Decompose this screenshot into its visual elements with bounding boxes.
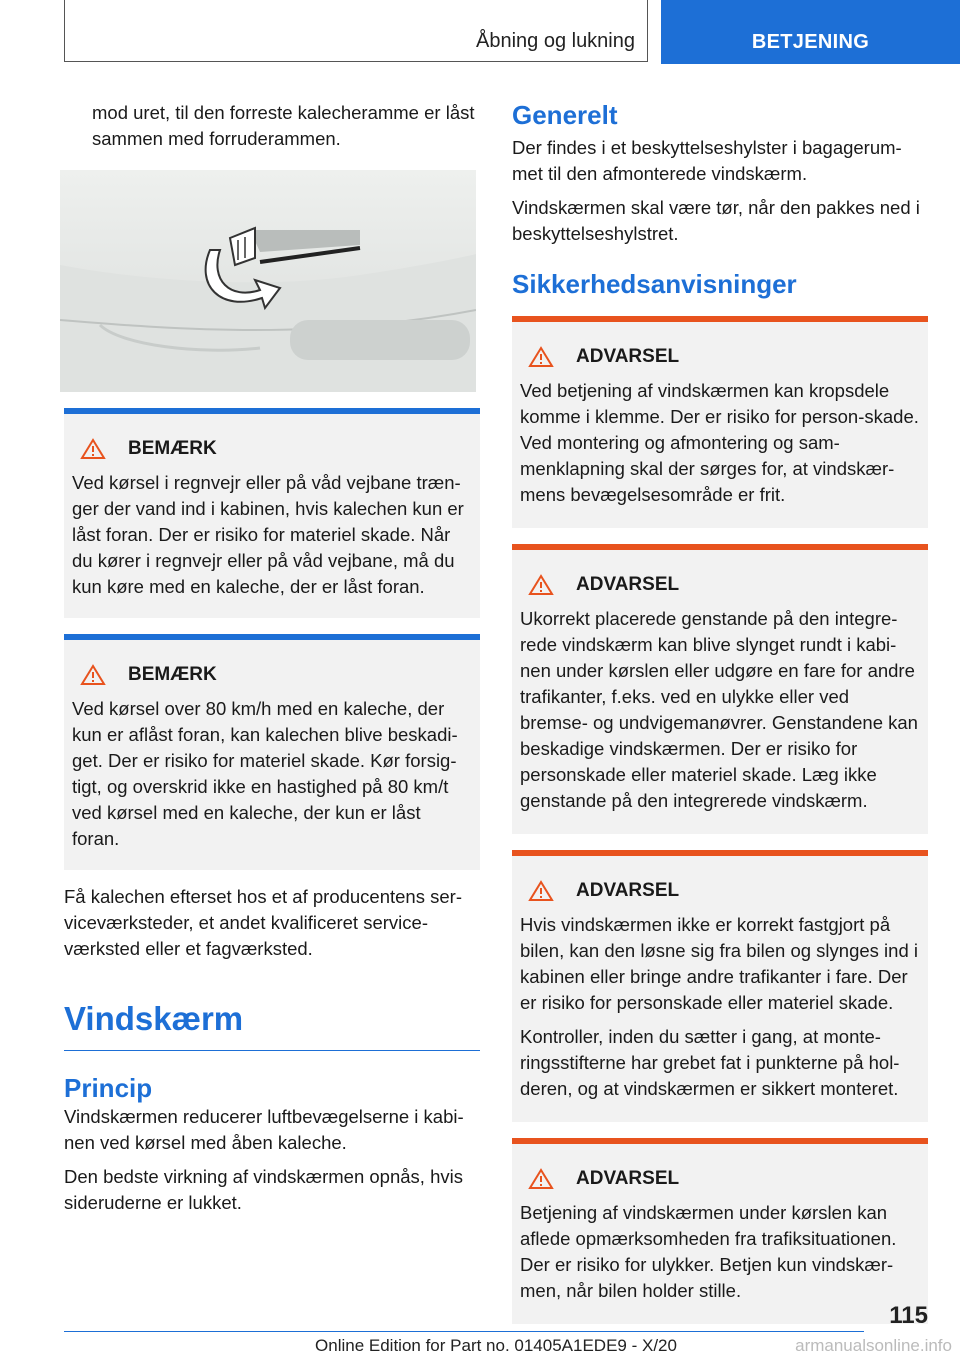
warning-triangle-icon [528,880,554,902]
roof-latch-illustration [60,170,476,392]
watermark-text: armanualsonline.info [795,1336,952,1355]
warning-text: Ukorrekt placerede genstande på den integre-rede vindskærm kan blive slynget rundt i kabi-nen under kørslen eller udgøre en fare for andre trafikanter, f.eks. ved en ulykke eller ved bremse- og undvigemanøvrer. Genstandene kan beskadige vindskærmen. Der er risiko for personskade eller materiel skade. Læg ikke genstande på den integrerede vindskærm. [520,608,918,811]
warning-text: Hvis vindskærmen ikke er korrekt fastgjort på bilen, kan den løsne sig fra bilen og slynges ind i kabinen eller bringe andre trafikanter i fare. Der er risiko for personskade eller materiel skade. [520,914,918,1013]
warning-title-text: ADVARSEL [576,574,680,595]
warning-triangle-icon [80,664,106,686]
notice-title-text: BEMÆRK [128,438,217,459]
subheading-sikkerhed: Sikkerhedsanvisninger [512,269,797,299]
warning-title-text: ADVARSEL [576,346,680,367]
notice-box-1 [64,408,480,618]
warning-triangle-icon [80,438,106,460]
warning-title [520,346,920,368]
notice-title [72,664,472,686]
left-column [64,100,480,1216]
warning-box-1 [512,316,928,528]
page-number: 115 [889,1302,928,1329]
section-title: Åbning og lukning [475,30,635,52]
warning-text: Betjening af vindskærmen under kørslen kan aflede opmærksomheden fra trafiksituationen. Der er risiko for ulykker. Betjen kun vindskær-men, når bilen holder stille. [520,1202,897,1301]
notice-text: Ved kørsel i regnvejr eller på våd vejbane træn-ger der vand ind i kabinen, hvis kalechen kun er låst foran. Der er risiko for materiel skade. Når du kører i regnvejr eller på våd vejbane, må du kun køre med en kaleche, der er låst foran. [72,472,464,597]
generelt-paragraph-2: Vindskærmen skal være tør, når den pakkes ned i beskyttelseshylstret. [512,197,920,244]
notice-title [72,438,472,460]
warning-title [520,1168,920,1190]
warning-box-2 [512,544,928,834]
subheading-generelt: Generelt [512,100,618,130]
warning-triangle-icon [528,346,554,368]
notice-box-2 [64,634,480,870]
heading-rule [64,1000,480,1051]
warning-triangle-icon [528,1168,554,1190]
warning-title [520,574,920,596]
warning-text: Ved betjening af vindskærmen kan kropsdele komme i klemme. Der er risiko for person-skade. Ved montering og afmontering og sam-menklapning skal der sørges for, at vindskær-mens bevægelsesområde er frit. [520,380,919,505]
page-header [0,0,960,66]
notice-text: Ved kørsel over 80 km/h med en kaleche, der kun er aflåst foran, kan kalechen blive beskadi-get. Der er risiko for materiel skade. Kør forsig-tigt, og overskrid ikke en hastighed på 80 km/t ved kørsel med en kaleche, der kun er låst foran. [72,698,458,849]
warning-title [520,880,920,902]
roof-latch-drawing [60,170,476,392]
right-column [512,100,928,1340]
edition-text: Online Edition for Part no. 01405A1EDE9 - X/20 [315,1336,677,1355]
section-heading-vindskaerm: Vindskærm [64,1000,244,1037]
warning-text: Kontroller, inden du sætter i gang, at monte-ringsstifterne har grebet fat i punkterne på hol-deren, og at vindskærmen er sikkert monteret. [520,1026,900,1099]
notice-title-text: BEMÆRK [128,664,217,685]
warning-box-3 [512,850,928,1122]
warning-box-4 [512,1138,928,1324]
generelt-paragraph-1: Der findes i et beskyttelseshylster i bagagerum-met til den afmonterede vindskærm. [512,137,902,184]
warning-title-text: ADVARSEL [576,1168,680,1189]
princip-paragraph-1: Vindskærmen reducerer luftbevægelserne i kabi-nen ved kørsel med åben kaleche. [64,1106,464,1153]
footer-rule [64,1331,864,1332]
intro-paragraph: mod uret, til den forreste kalecheramme er låst sammen med forruderammen. [92,102,475,149]
chapter-tab: BETJENING [661,0,960,64]
warning-title-text: ADVARSEL [576,880,680,901]
warning-triangle-icon [528,574,554,596]
princip-paragraph-2: Den bedste virkning af vindskærmen opnås, hvis sideruderne er lukket. [64,1166,463,1213]
header-frame [64,0,648,62]
service-paragraph: Få kalechen efterset hos et af producentens ser-viceværksteder, et andet kvalificeret service-værksted eller et fagværksted. [64,886,462,959]
subheading-princip: Princip [64,1073,153,1103]
